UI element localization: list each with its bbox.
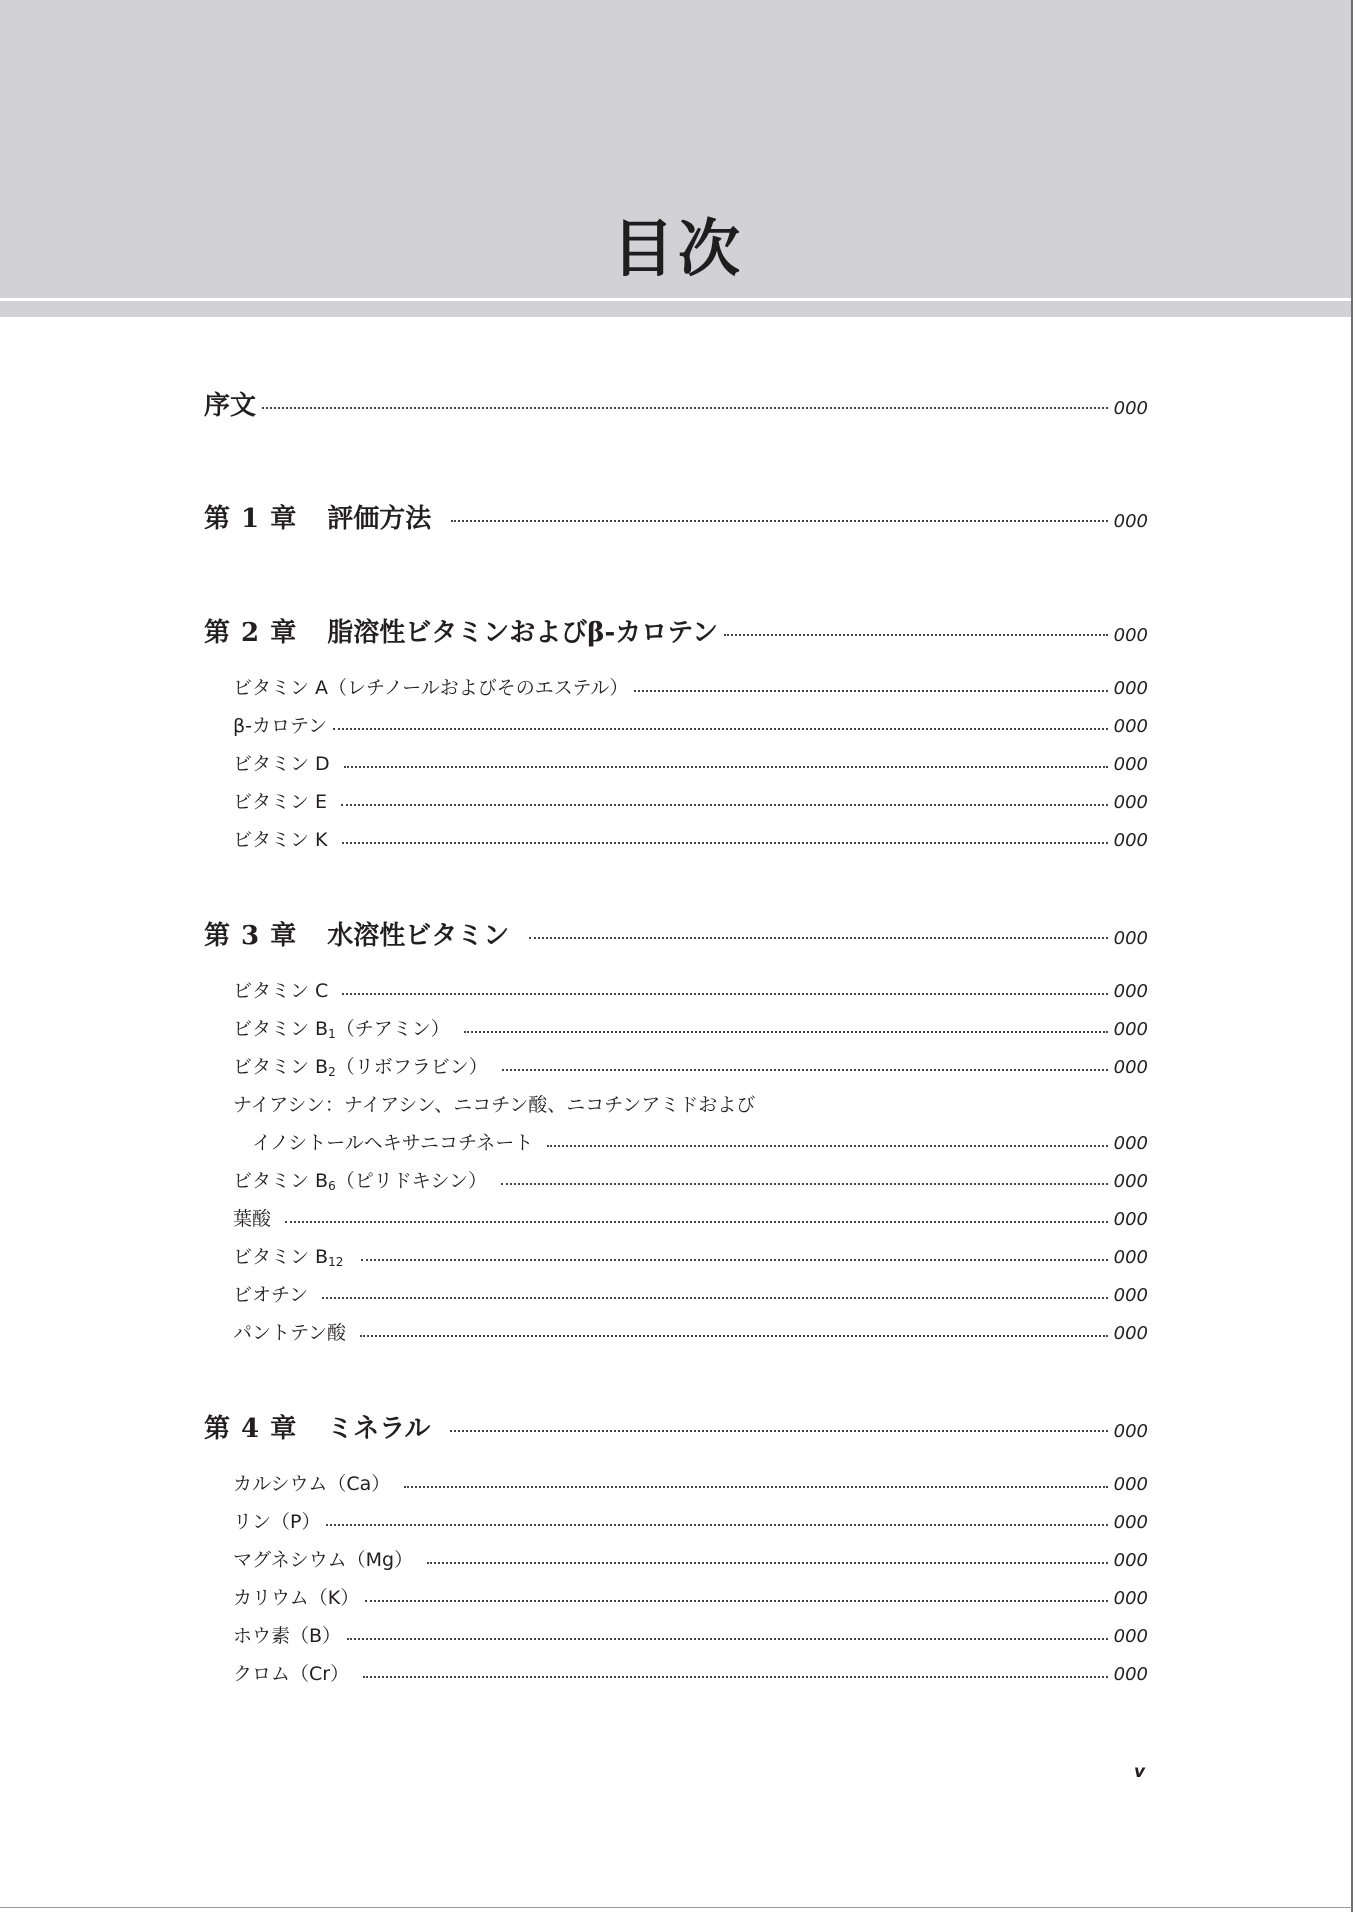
chapter-number: 第 1 章 bbox=[204, 504, 298, 534]
toc-entry-label: 葉酸 bbox=[233, 1208, 272, 1230]
toc-entry-label: マグネシウム（Mg） bbox=[233, 1549, 414, 1571]
dot-leader bbox=[344, 766, 1108, 768]
page-title: 目次 bbox=[611, 212, 744, 285]
toc-entry-label: ビオチン bbox=[233, 1284, 309, 1306]
chapter-title: 脂溶性ビタミンおよびβ-カロテン bbox=[327, 618, 718, 648]
toc-entry-label: ビタミン B bbox=[233, 1056, 329, 1078]
toc-entry[interactable] bbox=[233, 1090, 1148, 1116]
toc-entry-label: イノシトールヘキサニコチネート bbox=[252, 1132, 534, 1154]
toc-entry-suffix: （リボフラビン） bbox=[335, 1056, 488, 1078]
toc-page-number: 000 bbox=[1113, 1057, 1148, 1078]
toc-page-number: 000 bbox=[1113, 981, 1148, 1002]
toc-page-number: 000 bbox=[1113, 1285, 1148, 1306]
toc-entry[interactable] bbox=[233, 1242, 1148, 1268]
toc-entry[interactable] bbox=[233, 1318, 1148, 1344]
dot-leader bbox=[502, 1069, 1108, 1071]
dot-leader bbox=[285, 1221, 1108, 1223]
toc-entry-suffix: （チアミン） bbox=[335, 1018, 450, 1040]
toc-entry[interactable] bbox=[233, 787, 1148, 813]
toc-page-number: 000 bbox=[1113, 1474, 1148, 1495]
toc-page-number: 000 bbox=[1113, 792, 1148, 813]
toc-entry[interactable] bbox=[233, 749, 1148, 775]
toc-entry[interactable] bbox=[233, 1659, 1148, 1685]
toc-chapter-3[interactable] bbox=[204, 915, 1148, 949]
dot-leader bbox=[427, 1562, 1108, 1564]
toc-chapter-2[interactable] bbox=[204, 612, 1148, 646]
toc-entry-label: ビタミン E bbox=[233, 791, 328, 813]
dot-leader bbox=[347, 1638, 1108, 1640]
toc-page-number: 000 bbox=[1113, 716, 1148, 737]
toc-page-number: 000 bbox=[1113, 625, 1148, 646]
dot-leader bbox=[634, 690, 1107, 692]
toc-entry-label: クロム（Cr） bbox=[233, 1663, 350, 1685]
toc-page-number: 000 bbox=[1113, 1019, 1148, 1040]
toc-entry-continuation[interactable] bbox=[252, 1128, 1148, 1154]
dot-leader bbox=[333, 728, 1108, 730]
toc-entry-label: ビタミン K bbox=[233, 829, 328, 851]
dot-leader bbox=[450, 1430, 1107, 1432]
toc-page-number: 000 bbox=[1113, 1664, 1148, 1685]
dot-leader bbox=[501, 1183, 1108, 1185]
toc-entry-label: ビタミン B bbox=[233, 1170, 329, 1192]
toc-entry-label: ビタミン A（レチノールおよびそのエステル） bbox=[233, 677, 629, 699]
toc-page-number: 000 bbox=[1113, 398, 1148, 419]
toc-entry-label: ナイアシン：ナイアシン、ニコチン酸、ニコチンアミドおよび bbox=[233, 1094, 756, 1116]
toc-entry-label: ビタミン C bbox=[233, 980, 329, 1002]
dot-leader bbox=[262, 407, 1108, 409]
dot-leader bbox=[322, 1297, 1108, 1299]
subscript: 1 bbox=[328, 1027, 336, 1041]
toc-page-number: 000 bbox=[1113, 1626, 1148, 1647]
toc-entry-label: リン（P） bbox=[233, 1511, 321, 1533]
dot-leader bbox=[363, 1676, 1108, 1678]
toc-entry[interactable] bbox=[233, 1507, 1148, 1533]
toc-entry-label: β-カロテン bbox=[233, 715, 328, 737]
folio-page-number: v bbox=[1134, 1762, 1146, 1782]
dot-leader bbox=[342, 842, 1108, 844]
toc-page-number: 000 bbox=[1113, 1512, 1148, 1533]
toc-entry-label: ホウ素（B） bbox=[233, 1625, 342, 1647]
toc-entry[interactable] bbox=[233, 976, 1148, 1002]
toc-page-number: 000 bbox=[1113, 1550, 1148, 1571]
toc-page-number: 000 bbox=[1113, 1209, 1148, 1230]
toc-entry[interactable] bbox=[233, 1469, 1148, 1495]
toc-page-number: 000 bbox=[1113, 1588, 1148, 1609]
toc-entry-label: ビタミン B bbox=[233, 1018, 329, 1040]
toc-entry-label: パントテン酸 bbox=[233, 1322, 347, 1344]
toc-entry[interactable] bbox=[233, 1280, 1148, 1306]
dot-leader bbox=[326, 1524, 1107, 1526]
subscript: 6 bbox=[328, 1179, 336, 1193]
toc-page-number: 000 bbox=[1113, 1133, 1148, 1154]
toc-preface-label: 序文 bbox=[204, 391, 257, 421]
toc-page-number: 000 bbox=[1113, 928, 1148, 949]
toc-chapter-4[interactable] bbox=[204, 1408, 1148, 1442]
toc-entry-label: ビタミン B bbox=[233, 1246, 329, 1268]
toc-entry-label: カルシウム（Ca） bbox=[233, 1473, 391, 1495]
dot-leader bbox=[451, 520, 1107, 522]
toc-page-number: 000 bbox=[1113, 1421, 1148, 1442]
chapter-number: 第 3 章 bbox=[204, 921, 298, 951]
toc-entry[interactable] bbox=[233, 1166, 1148, 1192]
dot-leader bbox=[341, 804, 1108, 806]
chapter-number: 第 2 章 bbox=[204, 618, 298, 648]
subscript: 2 bbox=[328, 1065, 336, 1079]
toc-page-number: 000 bbox=[1113, 1323, 1148, 1344]
toc-chapter-1[interactable] bbox=[204, 498, 1148, 532]
dot-leader bbox=[365, 1600, 1107, 1602]
toc-page-number: 000 bbox=[1113, 754, 1148, 775]
toc-preface[interactable] bbox=[204, 385, 1148, 419]
toc-entry-label: カリウム（K） bbox=[233, 1587, 360, 1609]
subscript: 12 bbox=[328, 1255, 344, 1269]
toc-entry[interactable] bbox=[233, 825, 1148, 851]
toc-entry[interactable] bbox=[233, 1014, 1148, 1040]
toc-entry-suffix: （ピリドキシン） bbox=[335, 1170, 488, 1192]
chapter-title: ミネラル bbox=[327, 1414, 431, 1444]
dot-leader bbox=[529, 937, 1107, 939]
toc-page-number: 000 bbox=[1113, 1247, 1148, 1268]
toc-entry[interactable] bbox=[233, 1545, 1148, 1571]
toc-page-number: 000 bbox=[1113, 1171, 1148, 1192]
dot-leader bbox=[724, 634, 1108, 636]
dot-leader bbox=[404, 1486, 1107, 1488]
chapter-title: 評価方法 bbox=[327, 504, 432, 534]
toc-entry[interactable] bbox=[233, 1204, 1148, 1230]
dot-leader bbox=[547, 1145, 1107, 1147]
chapter-title: 水溶性ビタミン bbox=[327, 921, 510, 951]
toc-entry[interactable] bbox=[233, 1052, 1148, 1078]
chapter-number: 第 4 章 bbox=[204, 1414, 298, 1444]
toc-entry[interactable] bbox=[233, 673, 1148, 699]
toc-page-number: 000 bbox=[1113, 678, 1148, 699]
toc-entry[interactable] bbox=[233, 711, 1148, 737]
toc-entry[interactable] bbox=[233, 1583, 1148, 1609]
toc-page-number: 000 bbox=[1113, 830, 1148, 851]
dot-leader bbox=[361, 1259, 1107, 1261]
dot-leader bbox=[464, 1031, 1108, 1033]
toc-entry[interactable] bbox=[233, 1621, 1148, 1647]
dot-leader bbox=[360, 1335, 1108, 1337]
dot-leader bbox=[342, 993, 1107, 995]
toc-entry-label: ビタミン D bbox=[233, 753, 330, 775]
toc-page-number: 000 bbox=[1113, 511, 1148, 532]
